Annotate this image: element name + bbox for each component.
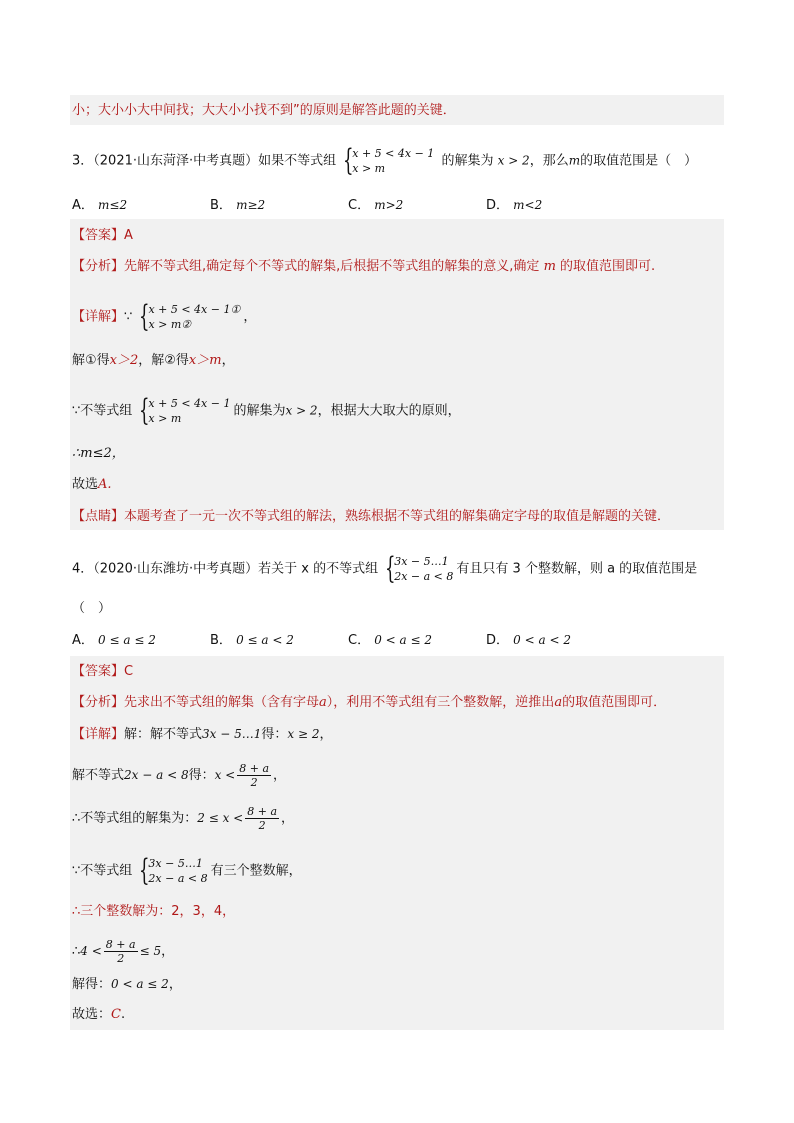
solve-end: ， xyxy=(221,353,235,368)
d1-expr: 3x − 5…1 xyxy=(202,727,262,741)
option-expr: 0 < a < 2 xyxy=(513,633,571,647)
d3-lhs: 2 ≤ x < xyxy=(197,811,244,825)
fraction-denominator: 2 xyxy=(117,952,125,965)
q4-paren: （ ） xyxy=(72,601,112,616)
row-expr: x > m xyxy=(148,318,182,331)
d4-text: ∵不等式组 xyxy=(72,863,133,879)
q4-analysis xyxy=(72,694,666,712)
q4-detail-2 xyxy=(72,762,286,789)
comma: ， xyxy=(243,309,257,325)
analysis-var: m xyxy=(543,259,556,274)
q3-cond: x > 2 xyxy=(497,153,530,168)
d1-mid: 得： xyxy=(261,727,288,742)
q4-option-c xyxy=(348,631,432,650)
q4-suffix: 有且只有 3 个整数解，则 a 的取值范围是 xyxy=(456,561,698,577)
q3-system xyxy=(343,143,435,178)
option-label: B． xyxy=(210,198,232,213)
analysis-var: a xyxy=(319,695,327,710)
circled-one: ① xyxy=(230,303,241,316)
analysis-text: 先解不等式组,确定每个不等式的解集,后根据不等式组的解集的意义,确定 xyxy=(124,259,540,274)
q4-detail-5: ∴三个整数解为：2，3，4， xyxy=(72,904,236,919)
d2-lhs: x < xyxy=(214,768,236,782)
line-a-end: ，根据大大取大的原则， xyxy=(317,403,461,419)
d2-text: 解不等式 xyxy=(72,768,125,783)
analysis-var2: a xyxy=(554,695,563,710)
d7-end: ， xyxy=(168,977,182,992)
option-label: D． xyxy=(486,633,510,648)
solve1-expr: x＞2 xyxy=(109,353,139,368)
q3-answer xyxy=(72,227,133,245)
q4-detail-system xyxy=(139,853,208,888)
answer-tag: 【答案】 xyxy=(72,664,125,679)
q3-suffix2: 的取值范围是（ ） xyxy=(580,153,698,169)
because-symbol: ∵ xyxy=(124,309,133,325)
fraction-8a-2 xyxy=(237,762,271,789)
line-a-text: ∵不等式组 xyxy=(72,403,133,419)
fraction-8a-2 xyxy=(245,805,279,832)
analysis-tag: 【分析】 xyxy=(72,695,125,710)
brace-icon: { xyxy=(139,299,150,334)
q3-line-c xyxy=(72,476,112,494)
circled-two: ② xyxy=(181,318,192,331)
d8-text: 故选： xyxy=(72,1007,112,1022)
option-label: A． xyxy=(72,198,94,213)
fraction-numerator: 8 + a xyxy=(105,938,136,951)
option-expr: 0 < a ≤ 2 xyxy=(374,633,433,647)
q4-stem xyxy=(72,551,698,586)
q3-detail xyxy=(72,299,257,334)
row-expr: x + 5 < 4x − 1 xyxy=(148,303,231,316)
answer-value: C xyxy=(124,664,134,679)
detail-tag: 【详解】 xyxy=(72,727,125,742)
q4-sys-row1: 3x − 5…1 xyxy=(394,555,449,568)
q3-option-a xyxy=(72,196,127,215)
d1-result: x ≥ 2 xyxy=(287,727,320,741)
q3-mid: 的解集为 xyxy=(441,153,494,169)
q4-answer xyxy=(72,663,133,681)
q4-detail-4 xyxy=(72,853,302,888)
line-c-text: 故选 xyxy=(72,477,99,492)
line-a-mid: 的解集为 xyxy=(233,403,286,419)
analysis-text: 先求出不等式组的解集（含有字母 xyxy=(124,695,320,710)
brace-icon: { xyxy=(385,551,396,586)
detail-tag: 【详解】 xyxy=(72,309,125,325)
q4-detail-7 xyxy=(72,975,182,994)
d2-end: ， xyxy=(273,768,287,783)
option-expr: 0 ≤ a ≤ 2 xyxy=(98,633,156,647)
analysis-tag: 【分析】 xyxy=(72,259,125,274)
option-expr: m≥2 xyxy=(236,198,266,212)
option-label: A． xyxy=(72,633,94,648)
analysis-end: 的取值范围即可． xyxy=(562,695,667,710)
fraction-denominator: 2 xyxy=(258,819,266,832)
q3-sys-row2: x > m xyxy=(352,162,386,175)
brace-icon: { xyxy=(139,393,150,428)
q3-sys-row1: x + 5 < 4x − 1 xyxy=(352,147,435,160)
option-expr: m>2 xyxy=(374,198,404,212)
q3-detail-system xyxy=(139,299,241,334)
q3-line-b: ∴m≤2， xyxy=(72,446,125,461)
fraction-8a-2 xyxy=(104,938,138,965)
answer-tag: 【答案】 xyxy=(72,228,125,243)
q4-detail-3 xyxy=(72,805,294,832)
d2-mid: 得： xyxy=(188,768,215,783)
option-expr: m<2 xyxy=(513,198,543,212)
option-label: B． xyxy=(210,633,232,648)
fraction-numerator: 8 + a xyxy=(247,805,278,818)
solve2-text: ，解②得 xyxy=(138,353,189,368)
answer-value: A xyxy=(124,228,133,243)
d2-expr: 2x − a < 8 xyxy=(124,768,189,782)
q3-option-c xyxy=(348,196,403,215)
q4-option-b xyxy=(210,631,294,650)
q4-detail-6 xyxy=(72,938,174,965)
q4-option-a xyxy=(72,631,156,650)
d4-end: 有三个整数解， xyxy=(210,863,302,879)
d1-end: ， xyxy=(319,727,333,742)
q4-detail-8 xyxy=(72,1006,125,1024)
d6-lhs: 4 < xyxy=(80,944,102,958)
d6-end: ， xyxy=(161,944,175,959)
d8-end: . xyxy=(120,1007,126,1022)
sys-row2: 2x − a < 8 xyxy=(148,872,208,885)
option-expr: m≤2 xyxy=(98,198,128,212)
q3-line-a-system xyxy=(139,393,231,428)
option-label: D． xyxy=(486,198,510,213)
q3-option-b xyxy=(210,196,265,215)
d7-expr: 0 < a ≤ 2 xyxy=(111,977,169,991)
d6-pre: ∴ xyxy=(72,944,81,959)
line-c-answer: A. xyxy=(98,477,112,492)
sys-row1: x + 5 < 4x − 1 xyxy=(148,397,231,410)
solution-shade-q4 xyxy=(70,656,724,1030)
q3-analysis xyxy=(72,258,655,276)
line-a-expr: x > 2 xyxy=(285,403,318,418)
comment-tag: 【点睛】 xyxy=(72,509,125,524)
q3-detail-row2 xyxy=(148,317,240,332)
top-note: 小；大小小大中间找；大大小小找不到”的原则是解答此题的关键． xyxy=(72,103,456,118)
q3-var: m xyxy=(568,153,581,168)
analysis-end: 的取值范围即可. xyxy=(560,259,656,274)
q3-comment xyxy=(72,508,670,526)
q4-sys-row2: 2x − a < 8 xyxy=(394,570,454,583)
solve2-expr: x＞m xyxy=(188,353,222,368)
option-expr: 0 ≤ a < 2 xyxy=(236,633,294,647)
option-label: C． xyxy=(348,198,371,213)
q3-option-d xyxy=(486,196,542,215)
q4-system xyxy=(385,551,454,586)
q4-detail-1 xyxy=(72,725,333,744)
d1-text: 解：解不等式 xyxy=(124,727,203,742)
brace-icon: { xyxy=(139,853,150,888)
d7-text: 解得： xyxy=(72,977,112,992)
d8-answer: C xyxy=(111,1007,121,1022)
sys-row1: 3x − 5…1 xyxy=(148,857,203,870)
solve1-text: 解①得 xyxy=(72,353,110,368)
fraction-numerator: 8 + a xyxy=(239,762,270,775)
comment-text: 本题考查了一元一次不等式组的解法，熟练根据不等式组的解集确定字母的取值是解题的关键． xyxy=(124,509,671,524)
d3-end: ， xyxy=(281,811,295,826)
q3-stem xyxy=(72,143,698,178)
analysis-mid: ），利用不等式组有三个整数解，逆推出 xyxy=(326,695,555,710)
option-label: C． xyxy=(348,633,371,648)
d3-text: ∴不等式组的解集为： xyxy=(72,811,198,826)
q3-line-a xyxy=(72,393,461,428)
q3-prefix: 3．（2021·山东菏泽·中考真题）如果不等式组 xyxy=(72,153,337,169)
q3-solve xyxy=(72,352,235,370)
q3-suffix1: ，那么 xyxy=(529,153,569,169)
d6-rhs: ≤ 5 xyxy=(139,944,162,958)
q3-detail-row1 xyxy=(148,302,240,317)
q4-option-d xyxy=(486,631,571,650)
fraction-denominator: 2 xyxy=(250,776,258,789)
brace-icon: { xyxy=(343,143,354,178)
sys-row2: x > m xyxy=(148,412,182,425)
q4-prefix: 4．（2020·山东潍坊·中考真题）若关于 x 的不等式组 xyxy=(72,561,379,577)
